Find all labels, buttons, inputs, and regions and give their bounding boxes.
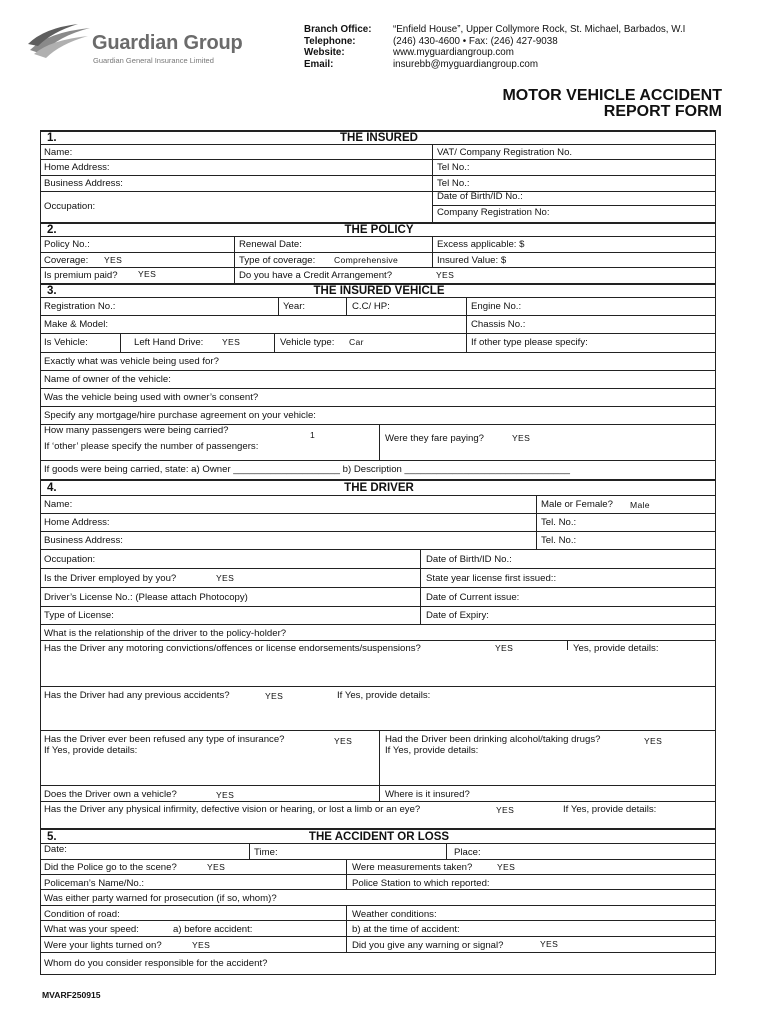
- excess-label[interactable]: Excess applicable: $: [437, 239, 525, 250]
- convictions-label: Has the Driver any motoring convictions/offences or license endorsements/suspensions?: [44, 643, 421, 654]
- insured-business-address-label[interactable]: Business Address:: [44, 178, 123, 189]
- header-branch-address: “Enfield House”, Upper Collymore Rock, St. Michael, Barbados, W.I: [393, 24, 686, 35]
- infirmity-value[interactable]: YES: [496, 805, 515, 815]
- header-label-telephone: Telephone:: [304, 35, 356, 47]
- premium-paid-label: Is premium paid?: [44, 270, 118, 281]
- type-of-coverage-value[interactable]: Comprehensive: [334, 255, 399, 265]
- coverage-label: Coverage:: [44, 255, 89, 266]
- section-5-number: 5.: [47, 831, 57, 843]
- policeman-label[interactable]: Policeman’s Name/No.:: [44, 878, 145, 889]
- responsible-label[interactable]: Whom do you consider responsible for the accident?: [44, 958, 268, 969]
- form-title-line1: MOTOR VEHICLE ACCIDENT: [502, 87, 722, 104]
- header-website[interactable]: www.myguardiangroup.com: [393, 47, 514, 58]
- insured-value-label[interactable]: Insured Value: $: [437, 255, 507, 266]
- driver-dob-label[interactable]: Date of Birth/ID No.:: [426, 554, 512, 565]
- measurements-value[interactable]: YES: [497, 862, 516, 872]
- driver-home-address-label[interactable]: Home Address:: [44, 517, 110, 528]
- header-email[interactable]: insurebb@myguardiangroup.com: [393, 58, 539, 70]
- section-4-title: THE DRIVER: [344, 482, 414, 494]
- driver-gender-label: Male or Female?: [541, 499, 613, 510]
- fare-paying-label: Were they fare paying?: [385, 433, 485, 444]
- driver-occupation-label[interactable]: Occupation:: [44, 554, 96, 565]
- license-first-issued-label[interactable]: State year license first issued::: [426, 573, 557, 584]
- section-1-number: 1.: [47, 132, 57, 144]
- cc-hp-label[interactable]: C.C/ HP:: [352, 301, 390, 312]
- premium-paid-value[interactable]: YES: [138, 269, 157, 279]
- convictions-value[interactable]: YES: [495, 643, 514, 653]
- accident-place-label[interactable]: Place:: [454, 847, 481, 858]
- infirmity-label: Has the Driver any physical infirmity, defective vision or hearing, or lost a limb or an eye?: [44, 804, 421, 815]
- insured-tel1-label[interactable]: Tel No.:: [437, 162, 470, 173]
- other-type-label[interactable]: If other type please specify:: [471, 337, 588, 348]
- section-1-title: THE INSURED: [340, 132, 418, 144]
- driver-gender-value[interactable]: Male: [630, 500, 650, 510]
- speed-before-label[interactable]: a) before accident:: [173, 924, 253, 935]
- drinking-value[interactable]: YES: [644, 736, 663, 746]
- driver-tel1-label[interactable]: Tel. No.:: [541, 517, 577, 528]
- section-4-number: 4.: [47, 482, 57, 494]
- renewal-date-label[interactable]: Renewal Date:: [239, 239, 302, 250]
- measurements-label: Were measurements taken?: [352, 862, 473, 873]
- current-issue-label[interactable]: Date of Current issue:: [426, 592, 520, 603]
- policy-no-label[interactable]: Policy No.:: [44, 239, 90, 250]
- own-vehicle-label: Does the Driver own a vehicle?: [44, 789, 177, 800]
- fare-paying-value[interactable]: YES: [512, 433, 531, 443]
- previous-accidents-details-label[interactable]: If Yes, provide details:: [337, 690, 431, 701]
- own-vehicle-value[interactable]: YES: [216, 790, 235, 800]
- police-scene-value[interactable]: YES: [207, 862, 226, 872]
- driver-name-label[interactable]: Name:: [44, 499, 73, 510]
- header-label-website: Website:: [304, 47, 345, 58]
- police-station-label[interactable]: Police Station to which reported:: [352, 878, 490, 889]
- credit-arrangement-value[interactable]: YES: [436, 270, 455, 280]
- passengers-value[interactable]: 1: [310, 430, 316, 440]
- guardian-swoosh-icon: [28, 24, 94, 60]
- form-code: MVARF250915: [42, 990, 101, 1000]
- coverage-value[interactable]: YES: [104, 255, 123, 265]
- other-passengers-label[interactable]: If ‘other’ please specify the number of passengers:: [44, 441, 259, 452]
- warning-signal-value[interactable]: YES: [540, 939, 559, 949]
- type-of-coverage-label: Type of coverage:: [239, 255, 316, 266]
- relationship-label[interactable]: What is the relationship of the driver to the policy-holder?: [44, 628, 287, 639]
- insured-tel2-label[interactable]: Tel No.:: [437, 178, 470, 189]
- infirmity-details-label[interactable]: If Yes, provide details:: [563, 804, 657, 815]
- prosecution-warning-label[interactable]: Was either party warned for prosecution (if so, whom)?: [44, 893, 277, 904]
- refused-insurance-value[interactable]: YES: [334, 736, 353, 746]
- owner-consent-label[interactable]: Was the vehicle being used with owner’s consent?: [44, 392, 259, 403]
- driver-business-address-label[interactable]: Business Address:: [44, 535, 123, 546]
- is-vehicle-label: Is Vehicle:: [44, 337, 88, 348]
- credit-arrangement-label: Do you have a Credit Arrangement?: [239, 270, 393, 281]
- insured-dob-label[interactable]: Date of Birth/ID No.:: [437, 191, 523, 202]
- brand-name: Guardian Group: [92, 32, 243, 54]
- left-hand-drive-value[interactable]: YES: [222, 337, 241, 347]
- mortgage-label[interactable]: Specify any mortgage/hire purchase agreement on your vehicle:: [44, 410, 316, 421]
- vehicle-owner-label[interactable]: Name of owner of the vehicle:: [44, 374, 171, 385]
- convictions-details-label[interactable]: Yes, provide details:: [573, 643, 659, 654]
- header-label-email: Email:: [304, 58, 334, 70]
- speed-label: What was your speed:: [44, 924, 139, 935]
- insured-vat-label[interactable]: VAT/ Company Registration No.: [437, 147, 573, 158]
- driver-tel2-label[interactable]: Tel. No.:: [541, 535, 577, 546]
- form-title-line2: REPORT FORM: [603, 103, 722, 120]
- refused-details-label[interactable]: If Yes, provide details:: [44, 745, 138, 756]
- lights-value[interactable]: YES: [192, 940, 211, 950]
- chassis-no-label[interactable]: Chassis No.:: [471, 319, 526, 330]
- vehicle-type-label: Vehicle type:: [280, 337, 335, 348]
- drinking-details-label[interactable]: If Yes, provide details:: [385, 745, 479, 756]
- road-condition-label[interactable]: Condition of road:: [44, 909, 120, 920]
- passengers-label: How many passengers were being carried?: [44, 425, 229, 436]
- driver-employed-label: Is the Driver employed by you?: [44, 573, 177, 584]
- lights-label: Were your lights turned on?: [44, 940, 162, 951]
- brand-subtitle: Guardian General Insurance Limited: [93, 56, 214, 65]
- speed-at-time-label[interactable]: b) at the time of accident:: [352, 924, 460, 935]
- year-label[interactable]: Year:: [283, 301, 306, 312]
- refused-insurance-label: Has the Driver ever been refused any type of insurance?: [44, 734, 285, 745]
- police-scene-label: Did the Police go to the scene?: [44, 862, 177, 873]
- logo: [28, 22, 278, 70]
- section-2-title: THE POLICY: [344, 224, 414, 236]
- section-5-title: THE ACCIDENT OR LOSS: [308, 831, 450, 843]
- insured-home-address-label[interactable]: Home Address:: [44, 162, 110, 173]
- where-insured-label[interactable]: Where is it insured?: [385, 789, 470, 800]
- previous-accidents-value[interactable]: YES: [265, 691, 284, 701]
- license-type-label[interactable]: Type of License:: [44, 610, 114, 621]
- section-3-title: THE INSURED VEHICLE: [313, 285, 445, 297]
- warning-signal-label: Did you give any warning or signal?: [352, 940, 504, 951]
- expiry-label[interactable]: Date of Expiry:: [426, 610, 489, 621]
- weather-label[interactable]: Weather conditions:: [352, 909, 437, 920]
- insured-name-label[interactable]: Name:: [44, 147, 73, 158]
- section-2-number: 2.: [47, 224, 57, 236]
- engine-no-label[interactable]: Engine No.:: [471, 301, 522, 312]
- accident-date-label[interactable]: Date:: [44, 844, 67, 855]
- license-no-label[interactable]: Driver’s License No.: (Please attach Photocopy): [44, 592, 248, 603]
- section-3-number: 3.: [47, 285, 57, 297]
- previous-accidents-label: Has the Driver had any previous accidents?: [44, 690, 230, 701]
- make-model-label[interactable]: Make & Model:: [44, 319, 108, 330]
- vehicle-type-value[interactable]: Car: [349, 337, 364, 347]
- driver-employed-value[interactable]: YES: [216, 573, 235, 583]
- left-hand-drive-label: Left Hand Drive:: [134, 337, 204, 348]
- registration-no-label[interactable]: Registration No.:: [44, 301, 116, 312]
- insured-occupation-label[interactable]: Occupation:: [44, 201, 96, 212]
- accident-time-label[interactable]: Time:: [254, 847, 278, 858]
- goods-carried-label[interactable]: If goods were being carried, state: a) Owner ____________________ b) Description _______________________________: [44, 464, 570, 475]
- header-telephone: (246) 430-4600 • Fax: (246) 427-9038: [393, 35, 558, 47]
- vehicle-used-for-label[interactable]: Exactly what was vehicle being used for?: [44, 356, 219, 367]
- drinking-label: Had the Driver been drinking alcohol/taking drugs?: [385, 734, 601, 745]
- insured-company-reg-label[interactable]: Company Registration No:: [437, 207, 550, 218]
- header-label-branch: Branch Office:: [304, 24, 372, 35]
